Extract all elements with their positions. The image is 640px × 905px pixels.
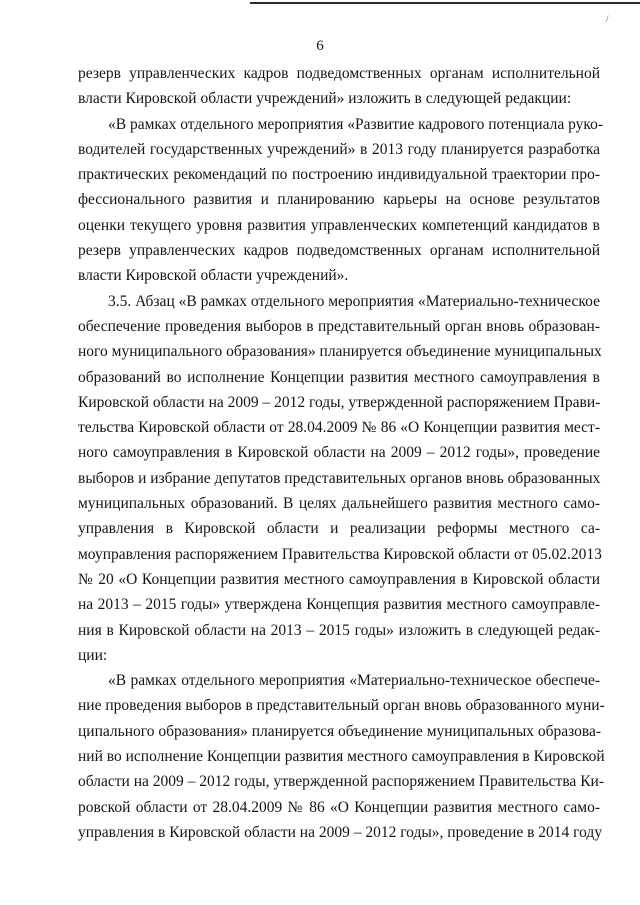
text-line: № 20 «О Концепции развития местного самоуправления в Кировской области [78,570,600,588]
text-line: практических рекомендаций по построению индивидуальной траектории про- [78,166,600,184]
text-line: ного муниципального образования» планируется объединение муниципальных [78,343,602,361]
text-line: ний во исполнение Концепции развития местного самоуправления в Кировской [78,748,605,766]
text-line: ния в Кировской области на 2013 – 2015 годы» изложить в следующей редак- [78,621,600,639]
text-line: «В рамках отдельного мероприятия «Материально-техническое обеспече- [108,672,600,690]
document-body [78,61,605,845]
text-line: ние проведения выборов в представительный орган вновь образованного муни- [78,697,605,715]
text-line: ции: [78,646,108,664]
text-line: тельства Кировской области от 28.04.2009 № 86 «О Концепции развития мест- [78,419,600,437]
page-number: 6 [316,38,324,54]
text-line: «В рамках отдельного мероприятия «Развитие кадрового потенциала руко- [108,115,604,133]
text-line: власти Кировской области учреждений» изложить в следующей редакции: [78,90,572,108]
text-line: на 2013 – 2015 годы» утверждена Концепция развития местного самоуправле- [78,596,600,614]
text-line: резерв управленческих кадров подведомственных органам исполнительной [78,65,600,82]
text-line: образований во исполнение Концепции развития местного самоуправления в [78,368,600,386]
top-border-line [250,2,640,4]
text-line: власти Кировской области учреждений». [78,267,349,285]
text-line: муниципальных образований. В целях дальнейшего развития местного само- [78,495,600,513]
text-line: Кировской области на 2009 – 2012 годы, утвержденной распоряжением Прави- [78,393,601,411]
text-line: резерв управленческих кадров подведомственных органам исполнительной [78,242,600,260]
scan-mark: / [606,14,609,24]
text-line: фессионального развития и планированию карьеры на основе результатов [78,191,600,209]
text-line: управления в Кировской области на 2009 – 2012 годы», проведение в 2014 году [78,823,603,841]
text-line: моуправления распоряжением Правительства Кировской области от 05.02.2013 [78,545,602,563]
text-line: управления в Кировской области и реализации реформы местного са- [78,520,600,538]
text-line: ного самоуправления в Кировской области на 2009 – 2012 годы», проведение [78,444,600,462]
text-line: области на 2009 – 2012 годы, утвержденной распоряжением Правительства Ки- [78,773,604,791]
text-line: 3.5. Абзац «В рамках отдельного мероприятия «Материально-техническое [108,292,600,310]
text-line: ровской области от 28.04.2009 № 86 «О Концепции развития местного само- [78,798,600,816]
text-line: выборов и избрание депутатов представительных органов вновь образованных [78,469,601,487]
text-line: водителей государственных учреждений» в 2013 году планируется разработка [78,140,600,158]
text-line: обеспечение проведения выборов в представительный орган вновь образован- [78,317,600,335]
text-line: оценки текущего уровня развития управленческих компетенций кандидатов в [78,216,600,234]
text-line: ципального образования» планируется объединение муниципальных образова- [78,722,602,740]
